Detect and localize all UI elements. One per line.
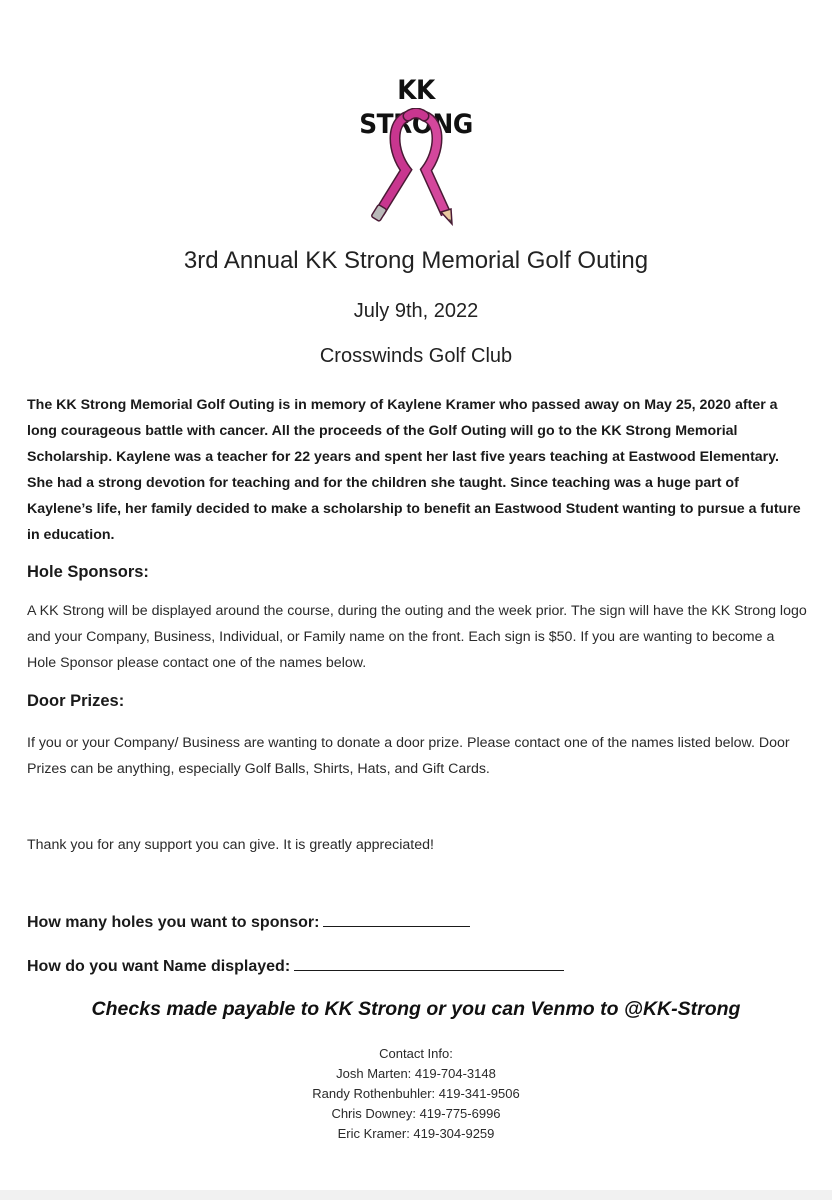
name-display-blank-field[interactable]: [294, 956, 564, 971]
contact-person: Chris Downey: 419-775-6996: [331, 1106, 501, 1121]
logo-text: KK STRONG: [359, 75, 473, 140]
event-title: 3rd Annual KK Strong Memorial Golf Outing: [183, 247, 649, 274]
intro-paragraph: The KK Strong Memorial Golf Outing is in memory of Kaylene Kramer who passed away on May 25, 2020 after a long courageous battle with cancer. All the proceeds of the Golf Outing will go to the KK Strong Memorial Scholarship. Kaylene was a teacher for 22 years and spent her last five years teaching at Eastwood Elementary. She had a strong devotion for teaching and for the children she taught. Since teaching was a huge part of Kaylene’s life, her family decided to make a scholarship to benefit an Eastwood Student wanting to pursue a future in education.: [27, 397, 801, 543]
thank-you-note: Thank you for any support you can give. It is greatly appreciated!: [27, 837, 434, 853]
name-display-label: How do you want Name displayed:: [27, 958, 291, 975]
hole-sponsors-paragraph: A KK Strong will be displayed around the course, during the outing and the week prior. The sign will have the KK Strong logo and your Company, Business, Individual, or Family name on the front. Each sign is $50. If you are wanting to become a Hole Sponsor please contact one of the names below.: [27, 603, 807, 671]
page-bottom-edge: [0, 1190, 832, 1200]
pink-pencil-ribbon-icon: [368, 108, 464, 226]
contact-info: [0, 1044, 832, 1144]
event-date: July 9th, 2022: [353, 300, 479, 322]
holes-blank-field[interactable]: [323, 912, 470, 927]
payment-instructions: Checks made payable to KK Strong or you can Venmo to @KK-Strong: [91, 998, 741, 1020]
holes-label: How many holes you want to sponsor:: [27, 914, 320, 931]
contact-person: Randy Rothenbuhler: 419-341-9506: [312, 1086, 520, 1101]
contact-person: Eric Kramer: 419-304-9259: [337, 1126, 495, 1141]
name-form-line: [27, 956, 564, 976]
event-venue: Crosswinds Golf Club: [319, 345, 513, 367]
hole-sponsors-heading: Hole Sponsors:: [27, 563, 149, 581]
door-prizes-heading: Door Prizes:: [27, 692, 125, 710]
contact-heading: Contact Info:: [379, 1046, 453, 1061]
kk-strong-logo: [330, 74, 502, 224]
holes-form-line: [27, 912, 470, 932]
contact-person: Josh Marten: 419-704-3148: [336, 1066, 496, 1081]
door-prizes-paragraph: If you or your Company/ Business are wanting to donate a door prize. Please contact one of the names listed below. Door Prizes can be anything, especially Golf Balls, Shirts, Hats, and Gift Cards.: [27, 735, 790, 777]
